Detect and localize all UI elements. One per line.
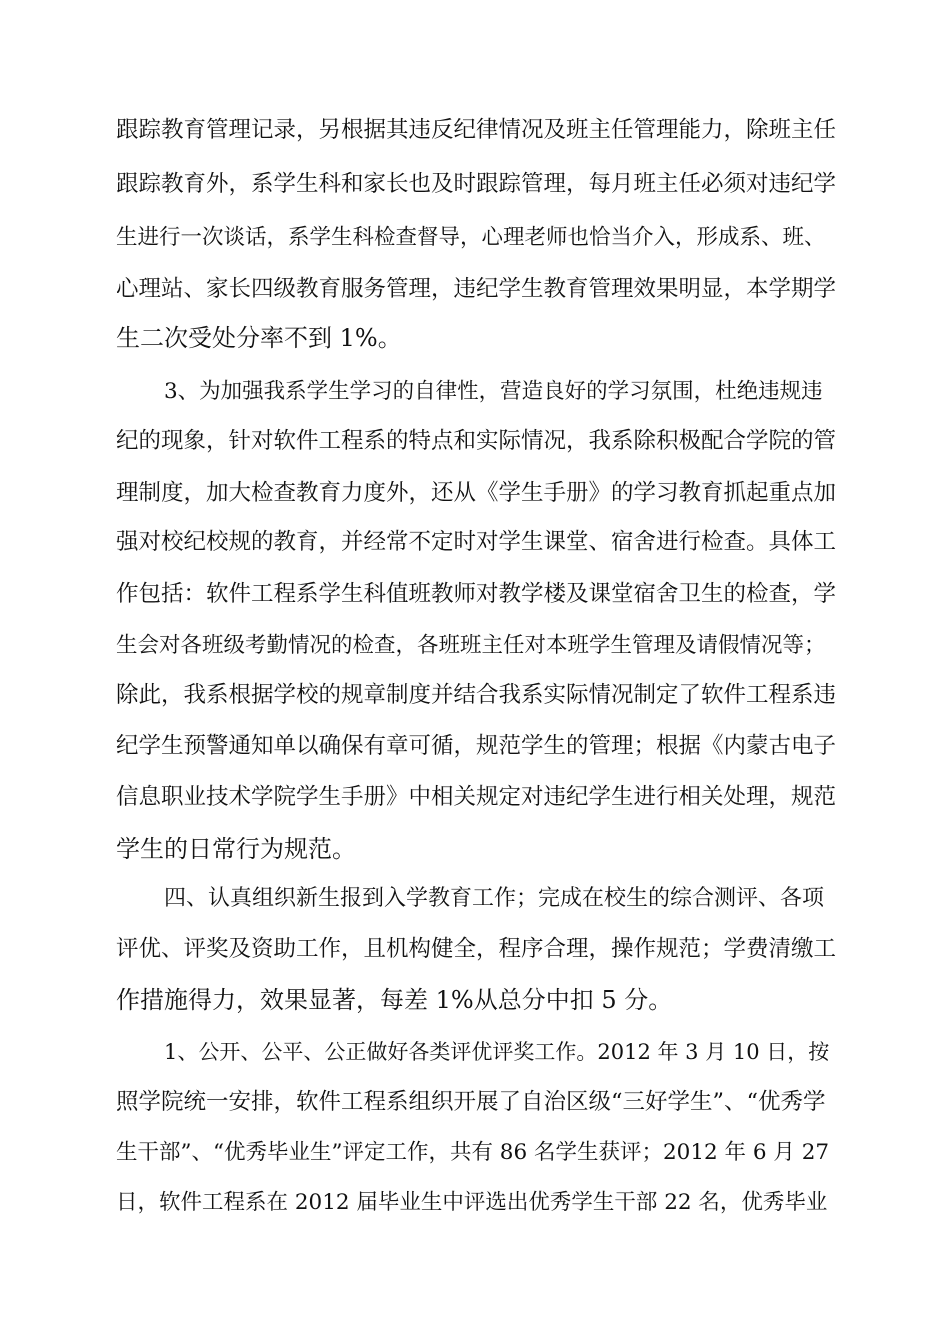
text-line: 照学院统一安排，软件工程系组织开展了自治区级“三好学生”、“优秀学 — [116, 1089, 826, 1115]
text-line: 生干部”、“优秀毕业生”评定工作，共有 86 名学生获评；2012 年 6 月 27 — [116, 1140, 830, 1165]
text-line: 生进行一次谈话，系学生科检查督导，心理老师也恰当介入，形成系、班、 — [116, 225, 826, 250]
text-line: 纪的现象，针对软件工程系的特点和实际情况，我系除积极配合学院的管 — [116, 428, 837, 454]
text-line: 四、认真组织新生报到入学教育工作；完成在校生的综合测评、各项 — [164, 886, 825, 911]
text-line: 评优、评奖及资助工作，且机构健全，程序合理，操作规范；学费清缴工 — [116, 936, 837, 962]
text-line: 信息职业技术学院学生手册》中相关规定对违纪学生进行相关处理，规范 — [116, 784, 837, 810]
text-line: 除此，我系根据学校的规章制度并结合我系实际情况制定了软件工程系违 — [116, 682, 837, 708]
text-line: 日，软件工程系在 2012 届毕业生中评选出优秀学生干部 22 名，优秀毕业 — [116, 1190, 828, 1215]
text-line: 生二次受处分率不到 1%。 — [116, 324, 402, 352]
text-line: 3、为加强我系学生学习的自律性，营造良好的学习氛围，杜绝违规违 — [164, 379, 823, 404]
text-line: 学生的日常行为规范。 — [116, 835, 356, 863]
text-line: 作包括：软件工程系学生科值班教师对教学楼及课堂宿舍卫生的检查，学 — [116, 581, 837, 607]
text-line: 纪学生预警通知单以确保有章可循，规范学生的管理；根据《内蒙古电子 — [116, 733, 837, 759]
text-line: 理制度，加大检查教育力度外，还从《学生手册》的学习教育抓起重点加 — [116, 480, 837, 506]
text-line: 跟踪教育管理记录，另根据其违反纪律情况及班主任管理能力，除班主任 — [116, 117, 837, 143]
text-line: 心理站、家长四级教育服务管理，违纪学生教育管理效果明显，本学期学 — [116, 276, 837, 302]
text-line: 1、公开、公平、公正做好各类评优评奖工作。2012 年 3 月 10 日，按 — [164, 1040, 830, 1064]
text-line: 作措施得力，效果显著，每差 1%从总分中扣 5 分。 — [116, 986, 673, 1014]
text-line: 生会对各班级考勤情况的检查，各班班主任对本班学生管理及请假情况等； — [116, 633, 826, 658]
text-line: 强对校纪校规的教育，并经常不定时对学生课堂、宿舍进行检查。具体工 — [116, 529, 837, 555]
text-line: 跟踪教育外，系学生科和家长也及时跟踪管理，每月班主任必须对违纪学 — [116, 171, 837, 197]
